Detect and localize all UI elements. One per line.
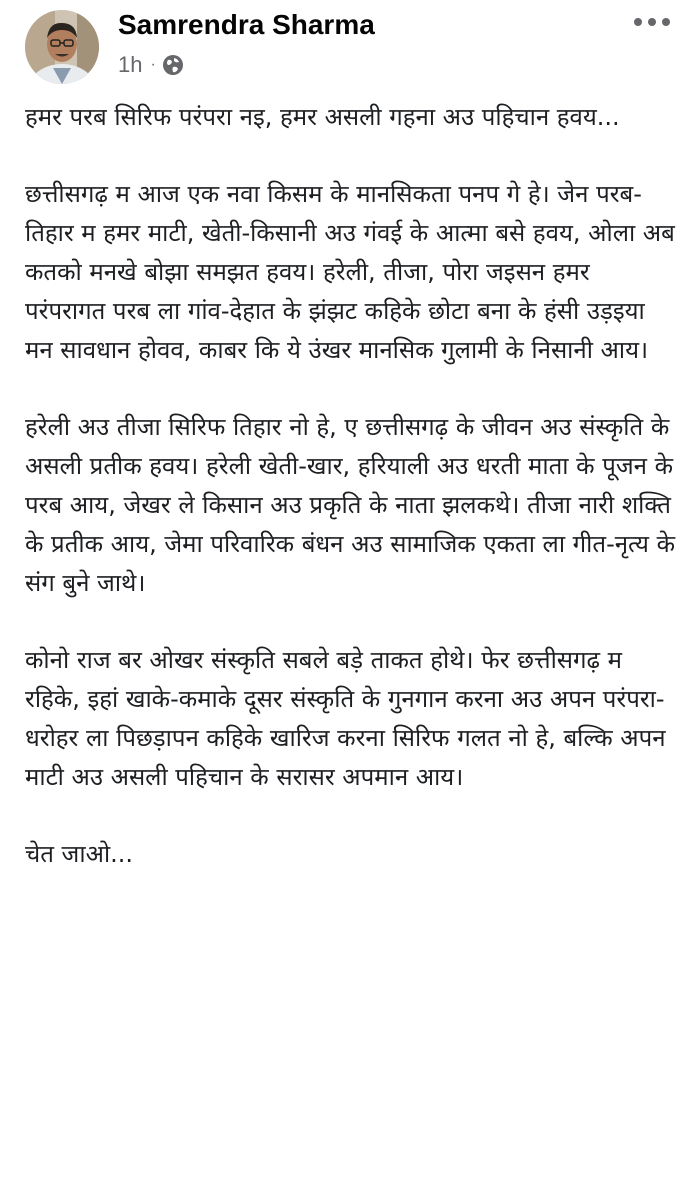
avatar-image (25, 10, 99, 84)
more-options-icon[interactable] (630, 12, 674, 32)
avatar[interactable] (25, 10, 99, 84)
post-header (0, 0, 691, 90)
post-paragraph: चेत जाओ... (25, 840, 134, 868)
author-name[interactable]: Samrendra Sharma (118, 9, 375, 40)
post-paragraph: हरेली अउ तीजा सिरिफ तिहार नो हे, ए छत्तीसगढ़ के जीवन अउ संस्कृति के असली प्रतीक हवय। हरेली खेती-खार, हरियाली अउ धरती माता के पूजन के परब आय, जेखर ले किसान अउ प्रकृति के नाता झलकथे। तीजा नारी शक्ति के प्रतीक आय, जेमा परिवारिक बंधन अउ सामाजिक एकता ला गीत-नृत्य के संग बुने जाथे। (25, 413, 675, 597)
meta-separator: · (150, 56, 156, 73)
post-text (25, 98, 675, 912)
post-time[interactable]: 1h (118, 52, 143, 77)
post-paragraph: कोनो राज बर ओखर संस्कृति सबले बड़े ताकत होथे। फेर छत्तीसगढ़ म रहिके, इहां खाके-कमाके दूसर संस्कृति के गुनगान करना अउ अपन परंपरा-धरोहर ला पिछड़ापन कहिके खारिज करना सिरिफ गलत नो हे, बल्कि अपन माटी अउ असली पहिचान के सरासर अपमान आय। (25, 646, 666, 791)
post-meta (118, 52, 184, 78)
post-paragraph: छत्तीसगढ़ म आज एक नवा किसम के मानसिकता पनप गे हे। जेन परब-तिहार म हमर माटी, खेती-किसानी अउ गंवई के आत्मा बसे हवय, ओला अब कतको मनखे बोझा समझत हवय। हरेली, तीजा, पोरा जइसन हमर परंपरागत परब ला गांव-देहात के झंझट कहिके छोटा बना के हंसी उड़इया मन सावधान होवव, काबर कि ये उंखर मानसिक गुलामी के निसानी आय। (25, 180, 675, 364)
post-paragraph: हमर परब सिरिफ परंपरा नइ, हमर असली गहना अउ पहिचान हवय... (25, 103, 620, 131)
globe-icon[interactable] (162, 54, 184, 76)
